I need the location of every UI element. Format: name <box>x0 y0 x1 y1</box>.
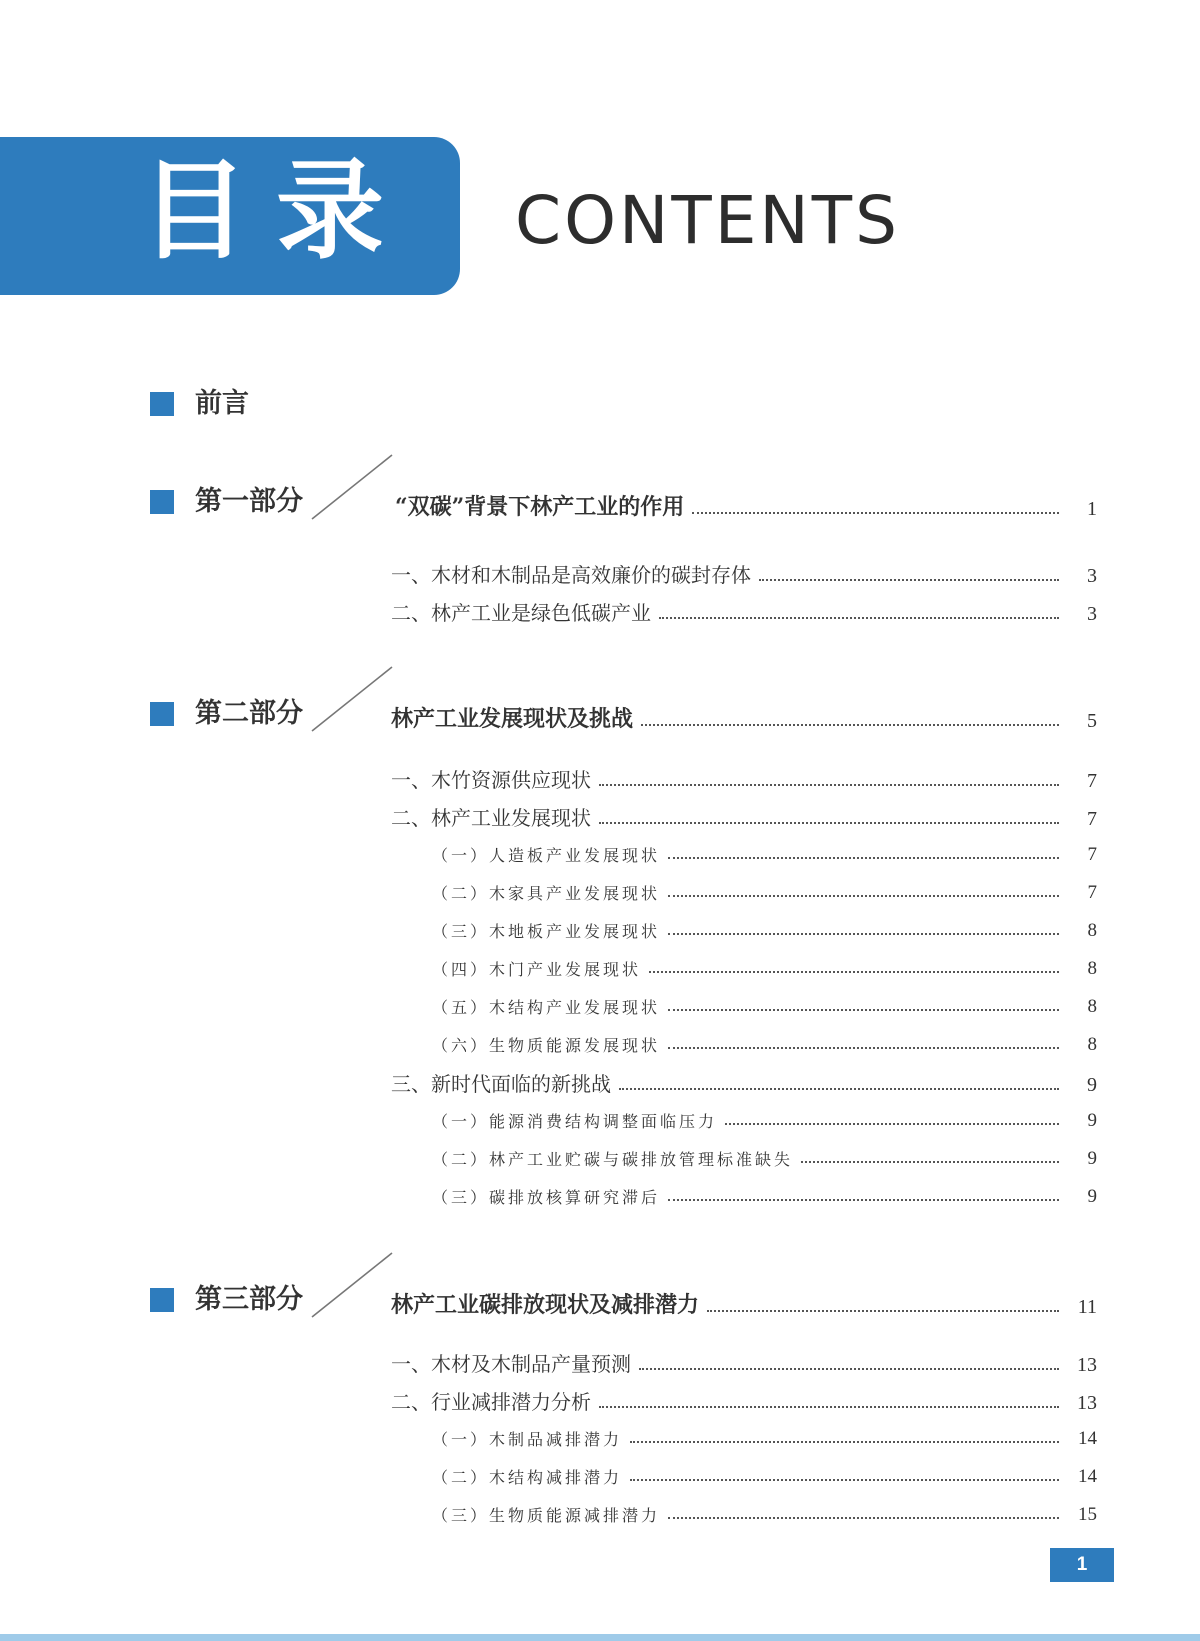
toc-subentry-text: （一）能源消费结构调整面临压力 <box>432 1112 718 1131</box>
toc-entry-page: 7 <box>1087 770 1097 792</box>
toc-entry-page: 3 <box>1087 565 1097 587</box>
dot-leader <box>759 579 1059 581</box>
toc-subentry-text: （五）木结构产业发展现状 <box>432 998 661 1017</box>
toc-entry[interactable] <box>391 597 1097 626</box>
toc-subentry-page: 8 <box>1087 920 1097 941</box>
toc-subentry[interactable] <box>432 919 1097 942</box>
dot-leader <box>725 1123 1059 1125</box>
toc-subentry[interactable] <box>432 1033 1097 1056</box>
toc-page: 11 <box>1077 1296 1097 1318</box>
toc-entry-page: 13 <box>1077 1392 1097 1414</box>
dot-leader <box>659 617 1059 619</box>
toc-subentry-text: （三）木地板产业发展现状 <box>432 922 661 941</box>
toc-subentry-page: 14 <box>1078 1428 1097 1449</box>
bullet-square-icon <box>150 490 174 514</box>
toc-page: 5 <box>1087 710 1097 732</box>
toc-subentry-page: 8 <box>1087 996 1097 1017</box>
footer-bar <box>0 1634 1200 1641</box>
toc-subentry-text: （六）生物质能源发展现状 <box>432 1036 661 1055</box>
toc-subentry-page: 15 <box>1078 1504 1097 1525</box>
toc-subentry[interactable] <box>432 881 1097 904</box>
toc-part-title[interactable] <box>395 490 1097 521</box>
toc-entry-text: 一、木竹资源供应现状 <box>391 768 591 792</box>
dot-leader <box>649 971 1059 973</box>
toc-entry-text: 二、林产工业是绿色低碳产业 <box>391 601 651 625</box>
divider-slash-icon <box>310 453 394 521</box>
toc-subentry-text: （二）林产工业贮碳与碳排放管理标准缺失 <box>432 1150 794 1169</box>
toc-subentry-page: 8 <box>1087 958 1097 979</box>
bullet-square-icon <box>150 1288 174 1312</box>
toc-entry[interactable] <box>391 559 1097 588</box>
toc-subentry-page: 9 <box>1087 1110 1097 1131</box>
toc-subentry[interactable] <box>432 843 1097 866</box>
toc-entry[interactable] <box>391 1348 1097 1377</box>
toc-part-title[interactable] <box>391 1288 1097 1319</box>
toc-entry-page: 3 <box>1087 603 1097 625</box>
toc-title: “双碳”背景下林产工业的作用 <box>395 494 685 520</box>
toc-subentry-page: 14 <box>1078 1466 1097 1487</box>
preface-label: 前言 <box>195 388 249 419</box>
bullet-square-icon <box>150 392 174 416</box>
dot-leader <box>668 933 1059 935</box>
toc-entry-text: 一、木材和木制品是高效廉价的碳封存体 <box>391 563 751 587</box>
toc-entry[interactable] <box>391 764 1097 793</box>
toc-subentry-text: （一）人造板产业发展现状 <box>432 846 661 865</box>
toc-entry-text: 一、木材及木制品产量预测 <box>391 1352 631 1376</box>
toc-subentry[interactable] <box>432 957 1097 980</box>
dot-leader <box>619 1088 1059 1090</box>
toc-entry[interactable] <box>391 1386 1097 1415</box>
toc-subentry[interactable] <box>432 1427 1097 1450</box>
toc-subentry-page: 7 <box>1087 844 1097 865</box>
toc-subentry-page: 7 <box>1087 882 1097 903</box>
part-label: 第三部分 <box>195 1284 303 1315</box>
dot-leader <box>599 1406 1059 1408</box>
toc-entry-text: 三、新时代面临的新挑战 <box>391 1072 611 1096</box>
dot-leader <box>641 724 1059 726</box>
toc-subentry-text: （三）生物质能源减排潜力 <box>432 1506 661 1525</box>
toc-subentry-page: 8 <box>1087 1034 1097 1055</box>
dot-leader <box>630 1441 1059 1443</box>
dot-leader <box>668 1047 1059 1049</box>
dot-leader <box>668 857 1059 859</box>
dot-leader <box>668 895 1059 897</box>
dot-leader <box>630 1479 1059 1481</box>
toc-part-title[interactable] <box>391 702 1097 733</box>
bullet-square-icon <box>150 702 174 726</box>
toc-subentry[interactable] <box>432 995 1097 1018</box>
toc-subentry-text: （三）碳排放核算研究滞后 <box>432 1188 661 1207</box>
toc-page: 1 <box>1087 498 1097 520</box>
dot-leader <box>639 1368 1059 1370</box>
toc-subentry-page: 9 <box>1087 1148 1097 1169</box>
toc-entry-page: 13 <box>1077 1354 1097 1376</box>
part-label: 第一部分 <box>195 486 303 517</box>
dot-leader <box>707 1310 1059 1312</box>
toc-subentry[interactable] <box>432 1147 1097 1170</box>
toc-subentry[interactable] <box>432 1503 1097 1526</box>
toc-title: 林产工业发展现状及挑战 <box>391 706 634 732</box>
toc-entry[interactable] <box>391 1068 1097 1097</box>
toc-subentry[interactable] <box>432 1109 1097 1132</box>
toc-title: 林产工业碳排放现状及减排潜力 <box>391 1292 700 1318</box>
page-number: 1 <box>1050 1548 1114 1582</box>
toc-entry-page: 9 <box>1087 1074 1097 1096</box>
toc-subentry[interactable] <box>432 1185 1097 1208</box>
divider-slash-icon <box>310 665 394 733</box>
dot-leader <box>668 1517 1059 1519</box>
divider-slash-icon <box>310 1251 394 1319</box>
dot-leader <box>599 822 1059 824</box>
toc-subentry-text: （二）木家具产业发展现状 <box>432 884 661 903</box>
toc-subentry[interactable] <box>432 1465 1097 1488</box>
toc-entry-text: 二、林产工业发展现状 <box>391 806 591 830</box>
dot-leader <box>668 1009 1059 1011</box>
dot-leader <box>692 512 1059 514</box>
dot-leader <box>801 1161 1059 1163</box>
page-title-en: CONTENTS <box>515 182 901 259</box>
toc-subentry-text: （四）木门产业发展现状 <box>432 960 642 979</box>
toc-subentry-text: （二）木结构减排潜力 <box>432 1468 623 1487</box>
toc-subentry-page: 9 <box>1087 1186 1097 1207</box>
toc-entry[interactable] <box>391 802 1097 831</box>
dot-leader <box>668 1199 1059 1201</box>
page-title-cn: 目录 <box>140 148 413 274</box>
dot-leader <box>599 784 1059 786</box>
part-label: 第二部分 <box>195 698 303 729</box>
toc-subentry-text: （一）木制品减排潜力 <box>432 1430 623 1449</box>
toc-entry-text: 二、行业减排潜力分析 <box>391 1390 591 1414</box>
toc-entry-page: 7 <box>1087 808 1097 830</box>
